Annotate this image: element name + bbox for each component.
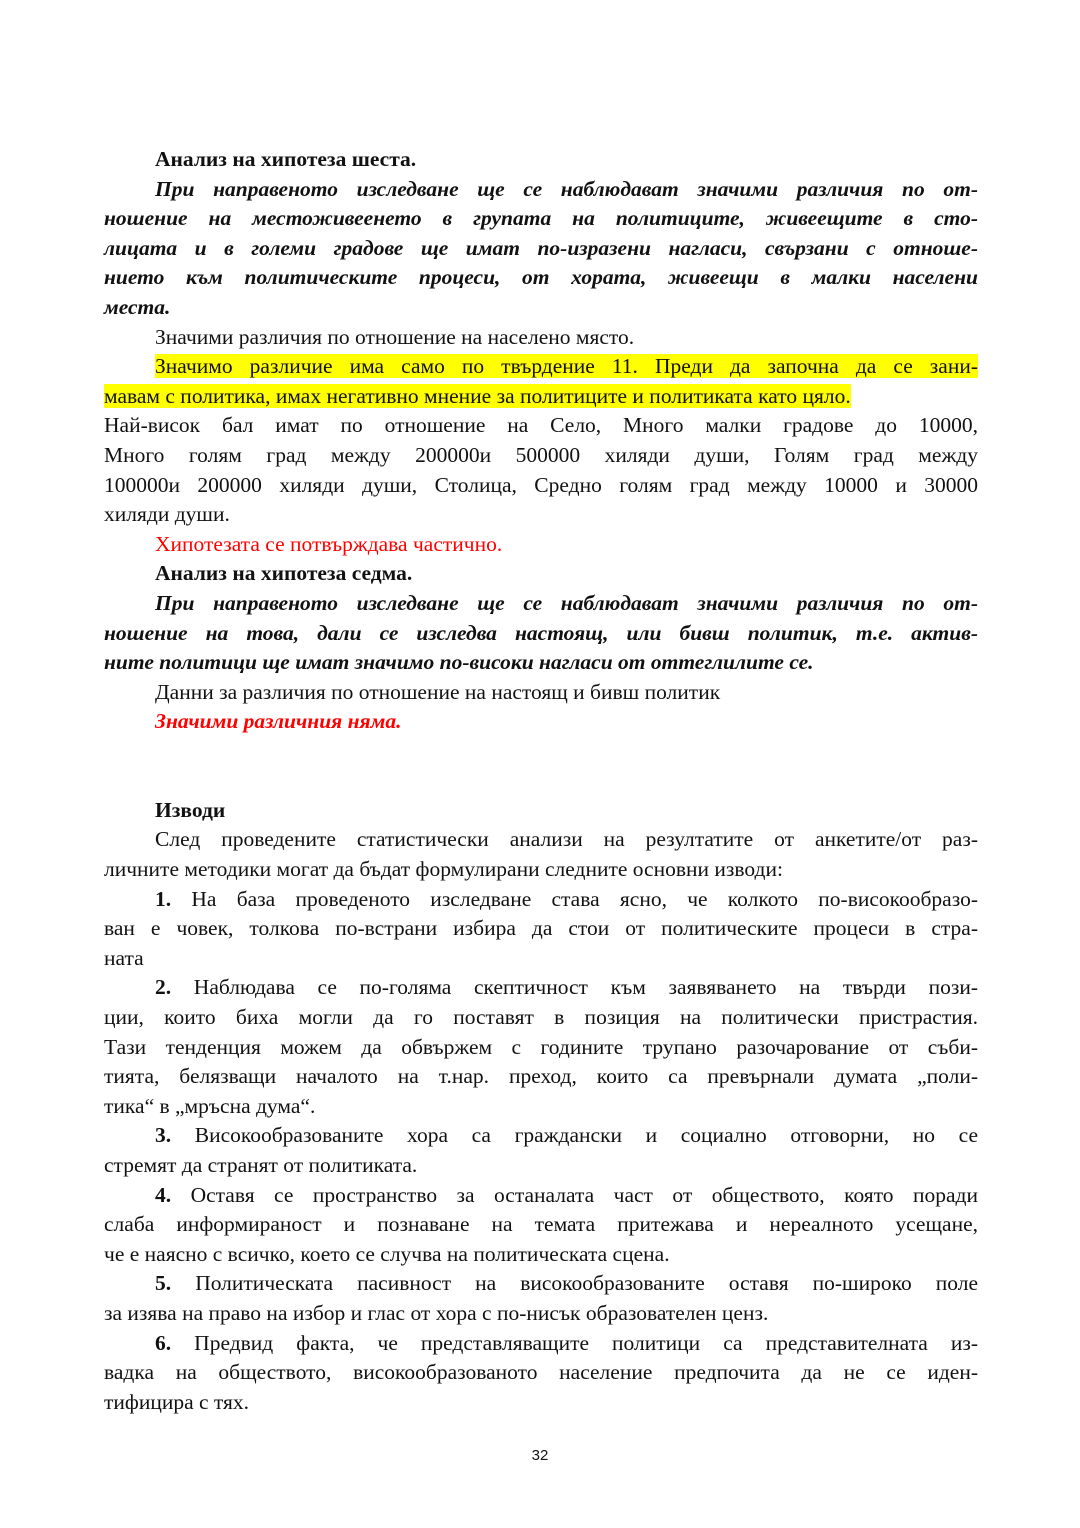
conclusion-item-line: тика“ в „мръсна дума“.	[104, 1093, 316, 1118]
conclusion-item-line: тията, белязващи началото на т.нар. преход, които са превърнали думата „поли-	[104, 1064, 978, 1089]
item-text: Наблюдава се по-голяма скептичност към заявяването на твърди пози-	[193, 975, 978, 1000]
document-page	[104, 145, 978, 1417]
item-number: 2.	[155, 975, 172, 1000]
h6-hypothesis-line: ношение на местоживеенето в групата на политиците, живеещите в сто-	[104, 206, 978, 231]
h7-data-line: Данни за различия по отношение на настоящ и бивш политик	[155, 679, 721, 704]
conclusion-item-3	[104, 1121, 978, 1151]
conclusions-intro-line: След проведените статистически анализи на резултатите от анкетите/от раз-	[155, 827, 978, 852]
h7-conclusion: Значими различния няма.	[155, 709, 402, 734]
conclusions-title: Изводи	[155, 797, 226, 822]
h7-hypothesis-line: При направеното изследване ще се наблюдават значими различия по от-	[155, 590, 978, 615]
item-text: Политическата пасивност на високообразованите оставя по-широко поле	[195, 1271, 979, 1296]
h6-hypothesis-line: нието към политическите процеси, от хората, живеещи в малки населени	[104, 265, 978, 290]
item-number: 1.	[155, 886, 172, 911]
conclusion-item-1	[104, 885, 978, 915]
h6-hypothesis-line: места.	[104, 294, 171, 319]
item-number: 4.	[155, 1182, 172, 1207]
conclusion-item-line: че е наясно с всичко, което се случва на политическата сцена.	[104, 1241, 670, 1266]
section-spacer	[104, 737, 978, 796]
h6-hypothesis-line: При направеното изследване ще се наблюдават значими различия по от-	[155, 176, 978, 201]
item-text: Оставя се пространство за останалата част от обществото, която поради	[190, 1182, 978, 1207]
h7-hypothesis-line: ношение на това, дали се изследва настоящ, или бивш политик, т.е. актив-	[104, 620, 978, 645]
conclusion-item-line: вадка на обществото, високообразованото население предпочита да не се иден-	[104, 1360, 978, 1385]
item-text: На база проведеното изследване става ясно, че колкото по-високообразо-	[191, 886, 979, 911]
conclusion-item-line: слаба информираност и познаване на темата притежава и нереалното усещане,	[104, 1212, 978, 1237]
item-text: Високообразованите хора са граждански и социално отговорни, но се	[194, 1123, 978, 1148]
item-text: Предвид факта, че представляващите политици са представителната из-	[194, 1330, 979, 1355]
highlighted-text: мавам с политика, имах негативно мнение за политиците и политиката като цяло.	[104, 383, 851, 408]
item-number: 6.	[155, 1330, 172, 1355]
conclusion-item-4	[104, 1181, 978, 1211]
conclusion-item-5	[104, 1269, 978, 1299]
conclusion-item-line: ната	[104, 945, 144, 970]
h6-title: Анализ на хипотеза шеста.	[155, 147, 417, 171]
conclusion-item-line: стремят да странят от политиката.	[104, 1153, 418, 1177]
h7-hypothesis-line: ните политици ще имат значимо по-високи нагласи от оттеглилите се.	[104, 650, 814, 675]
conclusion-item-line: тифицира с тях.	[104, 1389, 250, 1414]
conclusion-item-line: ван е човек, толкова по-встрани избира да стои от политическите процеси в стра-	[104, 916, 978, 941]
page-number: 32	[531, 1447, 549, 1464]
h7-title: Анализ на хипотеза седма.	[155, 561, 413, 586]
h6-body-line: хиляди души.	[104, 502, 230, 527]
highlighted-text: Значимо различие има само по твърдение 11. Преди да започна да се зани-	[155, 354, 978, 379]
conclusion-item-line: за изява на право на избор и глас от хора с по-нисък образователен ценз.	[104, 1300, 769, 1325]
h6-highlight-line	[104, 352, 978, 382]
item-number: 3.	[155, 1123, 172, 1148]
h6-conclusion: Хипотезата се потвърждава частично.	[155, 531, 503, 556]
h6-subheading: Значими различия по отношение на населено място.	[155, 324, 635, 349]
h6-hypothesis-line: лицата и в големи градове ще имат по-изразени нагласи, свързани с отноше-	[104, 235, 978, 260]
conclusion-item-6	[104, 1329, 978, 1359]
h6-highlight-line	[104, 382, 978, 412]
h6-body-line: Много голям град между 200000и 500000 хиляди души, Голям град между	[104, 442, 978, 467]
h6-body-line: 100000и 200000 хиляди души, Столица, Средно голям град между 10000 и 30000	[104, 472, 978, 497]
h6-body-line: Най-висок бал имат по отношение на Село, Много малки градове до 10000,	[104, 413, 978, 438]
item-number: 5.	[155, 1271, 172, 1296]
conclusion-item-line: ции, които биха могли да го поставят в позиция на политически пристрастия.	[104, 1005, 978, 1030]
conclusion-item-2	[104, 973, 978, 1003]
conclusions-intro-line: личните методики могат да бъдат формулирани следните основни изводи:	[104, 857, 783, 882]
conclusion-item-line: Тази тенденция можем да обвържем с годините трупано разочарование от съби-	[104, 1034, 978, 1059]
